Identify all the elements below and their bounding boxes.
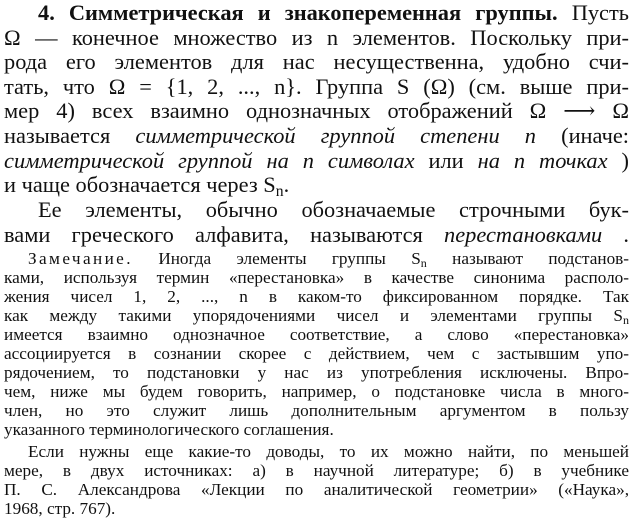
section-heading: 4. Симметрическая и знакопеременная группы. <box>38 0 558 25</box>
text-line: рядочением, то подстановки у нас из употребления исключены. Впро- <box>4 362 629 382</box>
text-line: Ω — конечное множество из n элементов. Поскольку при- <box>4 24 629 50</box>
text-fragment: называется <box>4 123 136 149</box>
text-line: ками, используя термин «перестановка» в качестве синонима располо- <box>4 267 629 287</box>
text-line: жения чисел 1, 2, ..., n в каком-то фиксированном порядке. Так <box>4 286 629 306</box>
text-fragment: (иначе: <box>561 123 629 149</box>
text-fragment: или <box>428 147 478 173</box>
text-line: член, но это служит лишь дополнительным аргументом в пользу <box>4 400 629 420</box>
text-fragment: как между такими упорядочениями чисел и элементами группы S <box>4 305 623 325</box>
text-line: чем, ниже мы будем говорить, например, о подстановке числа в много- <box>4 381 629 401</box>
text-line: тать, что Ω = {1, 2, ..., n}. Группа S (Ω) (см. выше при- <box>4 73 629 99</box>
text-line: ассоциируется в сознании скорее с действием, чем с застывшим упо- <box>4 343 629 363</box>
term-emphasis: симметрической группой степени n <box>135 123 536 149</box>
text-line: П. С. Александрова «Лекции по аналитической геометрии» («Наука», <box>4 480 629 500</box>
text-fragment: и чаще обозначается через S <box>4 172 276 198</box>
text-line: 1968, стр. 767). <box>4 499 116 519</box>
term-emphasis: симметрической группой на n символах <box>4 147 415 173</box>
remark-label: Замечание. <box>28 249 133 269</box>
text-line <box>4 306 629 326</box>
term-emphasis: на n точках <box>477 147 608 173</box>
text-line <box>28 249 629 269</box>
text-line: Ее элементы, обычно обозначаемые строчными бук- <box>38 196 629 222</box>
text-line: мер 4) всех взаимно однозначных отображений Ω ⟶ Ω <box>4 98 629 124</box>
text-fragment: вами греческого алфавита, называются <box>4 221 445 247</box>
text-fragment: Пусть <box>571 0 629 25</box>
text-fragment: Иногда элементы группы S <box>158 249 421 269</box>
subscript: n <box>420 256 427 270</box>
text-fragment: ) <box>621 147 629 173</box>
text-line <box>38 0 629 26</box>
text-fragment: . <box>283 172 290 198</box>
text-line <box>4 123 629 149</box>
term-emphasis: перестановками <box>444 221 603 247</box>
text-fragment: . <box>623 221 629 247</box>
text-line: Если нужны еще какие-то доводы, то их можно найти, по меньшей <box>28 442 629 462</box>
text-line <box>4 172 629 198</box>
text-line: мере, в двух источниках: а) в научной литературе; б) в учебнике <box>4 461 629 481</box>
text-line: рода его элементов для нас несущественна, удобно счи- <box>4 49 629 75</box>
subscript: n <box>622 312 629 326</box>
text-line: имеется взаимно однозначное соответствие, а слово «перестановка» <box>4 324 629 344</box>
text-line: указанного терминологического соглашения. <box>4 419 334 439</box>
text-line <box>4 148 629 174</box>
text-fragment: называют подстанов- <box>452 249 629 269</box>
subscript: n <box>275 183 284 199</box>
text-line <box>4 222 629 248</box>
